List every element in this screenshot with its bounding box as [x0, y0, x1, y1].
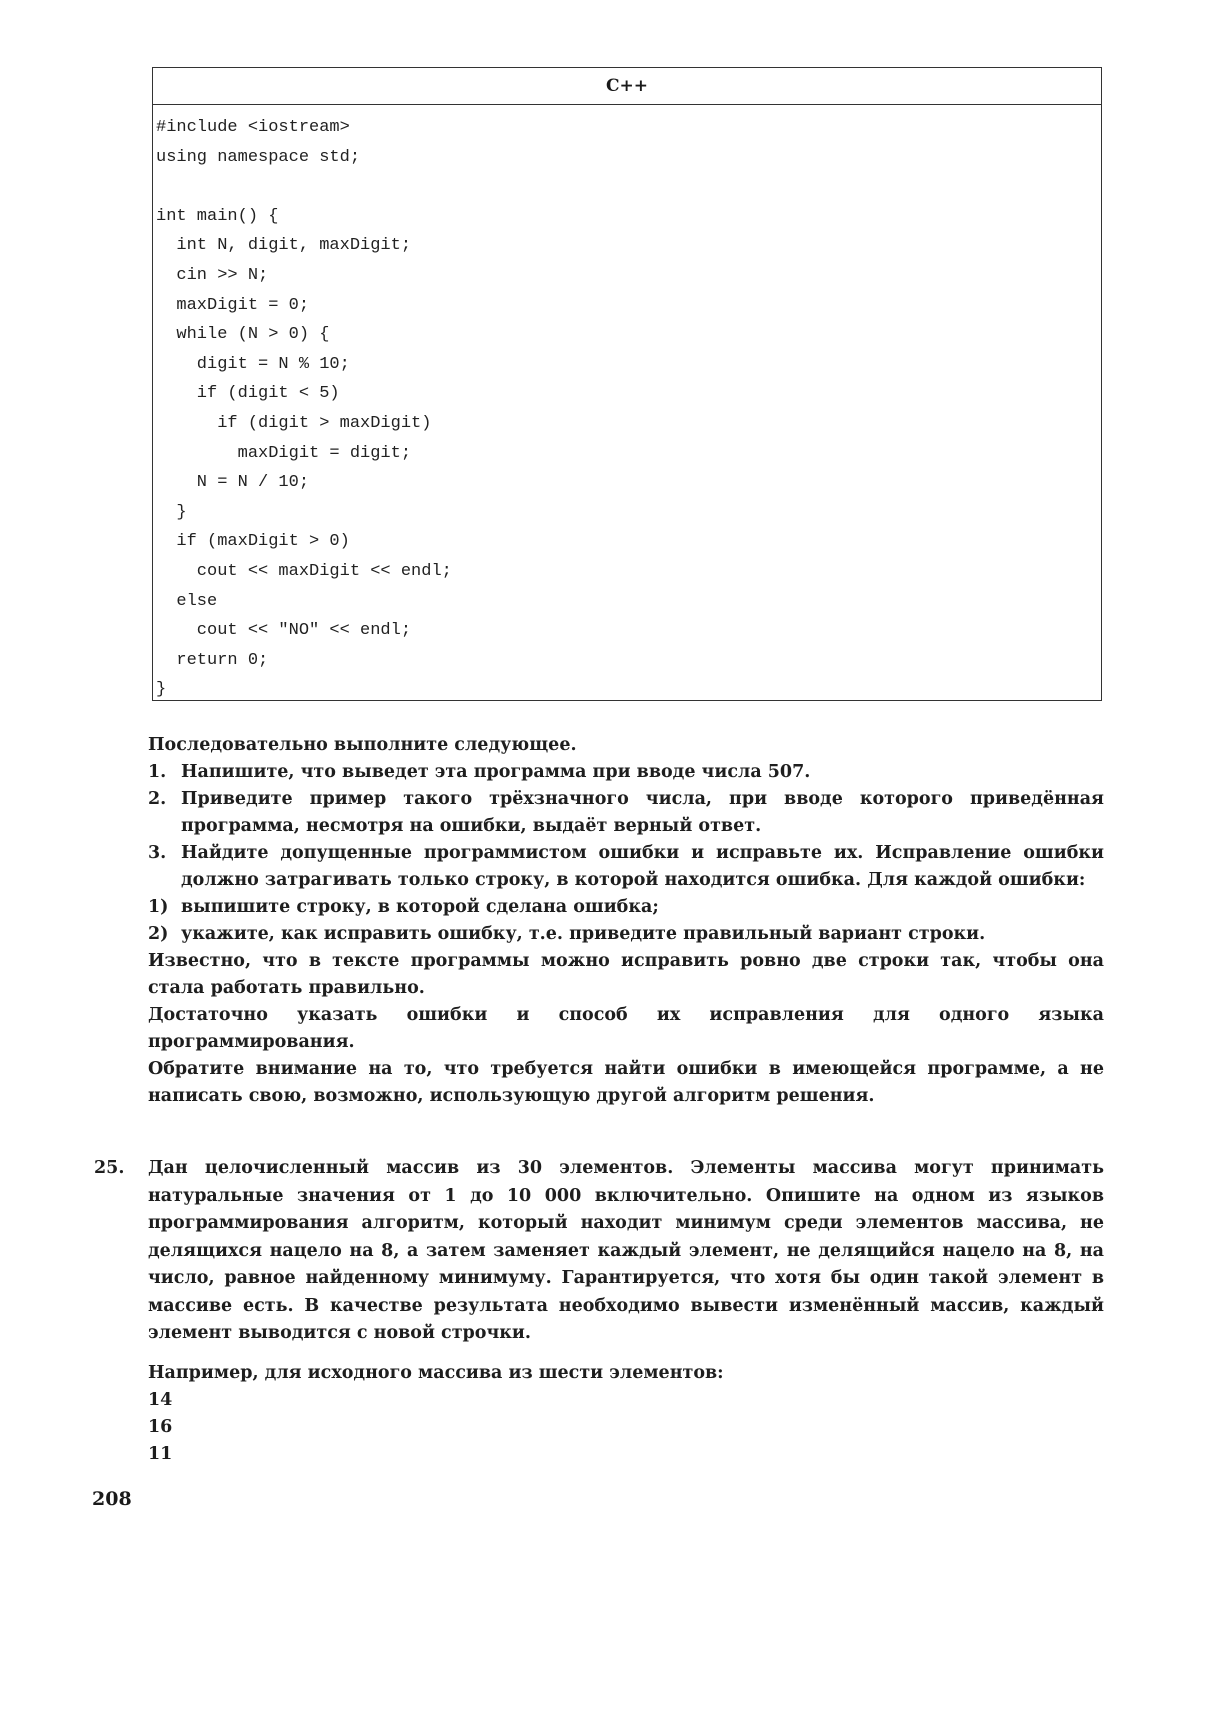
- list-item-number: 3.: [148, 843, 167, 863]
- list-item-text: Приведите пример такого трёхзначного числа, при вводе которого приведённая программа, несмотря на ошибки, выдаёт верный ответ.: [181, 789, 1104, 836]
- list-item-text: выпишите строку, в которой сделана ошибка;: [181, 897, 659, 917]
- list-item: [148, 786, 1104, 840]
- instructions: [148, 732, 1104, 1110]
- list-item-number: 2): [148, 924, 169, 944]
- note-paragraph: Известно, что в тексте программы можно исправить ровно две строки так, чтобы она стала работать правильно.: [148, 951, 1104, 998]
- list-item: [148, 759, 1104, 786]
- task-text: Дан целочисленный массив из 30 элементов. Элементы массива могут принимать натуральные значения от 1 до 10 000 включительно. Опишите на одном из языков программирования алгоритм, который находит минимум среди элементов массива, не делящихся нацело на 8, а затем заменяет каждый элемент, не делящийся нацело на 8, на число, равное найденному минимуму. Гарантируется, что хотя бы один такой элемент в массиве есть. В качестве результата необходимо вывести изменённый массив, каждый элемент выводится с новой строчки.: [148, 1158, 1104, 1343]
- example-intro: Например, для исходного массива из шести элементов:: [148, 1362, 724, 1383]
- note-paragraph: Достаточно указать ошибки и способ их исправления для одного языка программирования.: [148, 1005, 1104, 1052]
- task-number: 25.: [94, 1158, 125, 1178]
- list-item: [148, 894, 1104, 921]
- list-item-number: 1): [148, 897, 169, 917]
- list-item-text: укажите, как исправить ошибку, т.е. приведите правильный вариант строки.: [181, 924, 986, 944]
- task-25: [94, 1155, 1104, 1468]
- list-item-number: 2.: [148, 789, 167, 809]
- note-paragraph: Обратите внимание на то, что требуется найти ошибки в имеющейся программе, а не написать свою, возможно, использующую другой алгоритм решения.: [148, 1059, 1104, 1106]
- code-table: [152, 67, 1102, 701]
- list-item: [148, 921, 1104, 948]
- example-value: 14: [148, 1390, 173, 1410]
- list-item-text: Найдите допущенные программистом ошибки и исправьте их. Исправление ошибки должно затрагивать только строку, в которой находится ошибка. Для каждой ошибки:: [181, 843, 1104, 890]
- list-item-number: 1.: [148, 762, 167, 782]
- list-item-text: Напишите, что выведет эта программа при вводе числа 507.: [181, 762, 811, 782]
- code-listing: #include <iostream> using namespace std; int main() { int N, digit, maxDigit; cin >> N; maxDigit = 0; while (N > 0) { digit = N % 10; if (digit < 5) if (digit > maxDigit) maxDigit = digit; N = N / 10; } if (maxDigit > 0) cout << maxDigit << endl; else cout << "NO" << endl; return 0; }: [156, 118, 452, 700]
- instructions-intro: Последовательно выполните следующее.: [148, 735, 577, 755]
- example-value: 11: [148, 1444, 173, 1464]
- example-value: 16: [148, 1417, 173, 1437]
- list-item: [148, 840, 1104, 894]
- page-number: 208: [92, 1488, 132, 1510]
- example-values: [148, 1387, 1104, 1468]
- code-language-header: C++: [153, 68, 1101, 105]
